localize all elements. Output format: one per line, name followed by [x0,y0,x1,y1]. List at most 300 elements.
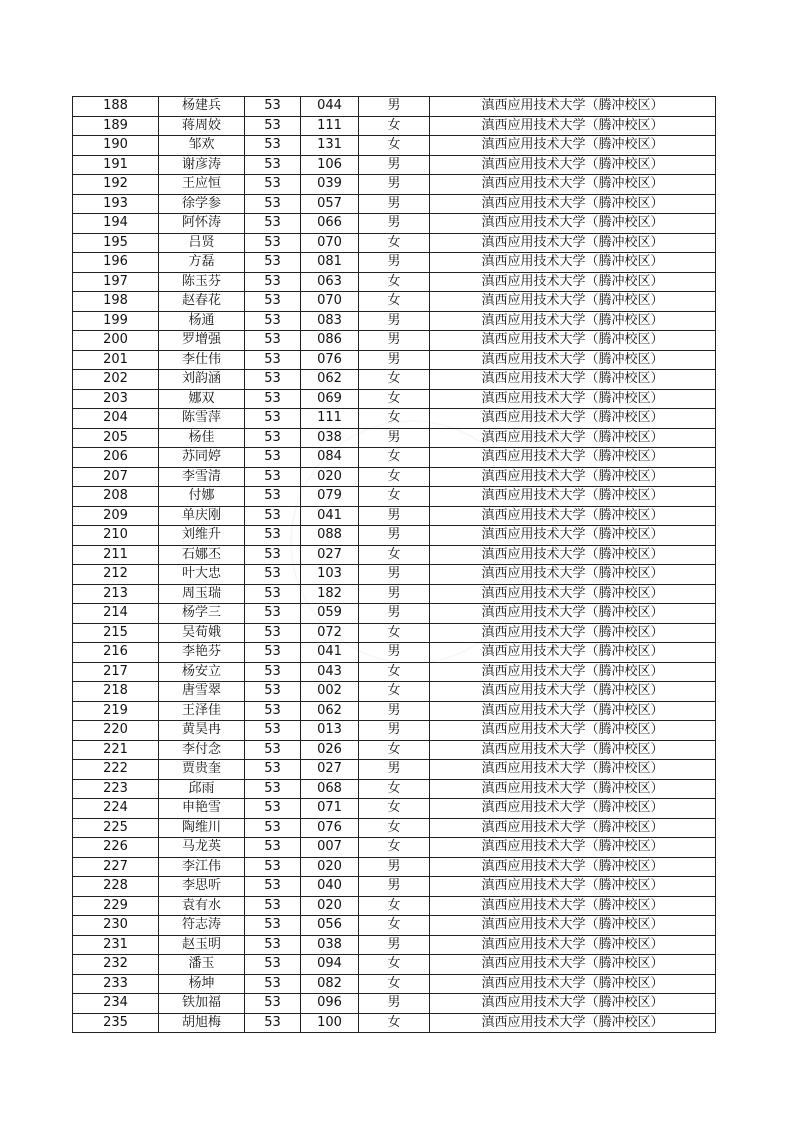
cell-number: 219 [73,701,159,721]
cell-score: 53 [245,331,301,351]
cell-score: 53 [245,974,301,994]
cell-seat: 086 [301,331,359,351]
cell-score: 53 [245,994,301,1014]
cell-gender: 男 [359,760,430,780]
cell-school: 滇西应用技术大学（腾冲校区） [430,857,716,877]
cell-number: 202 [73,370,159,390]
cell-number: 221 [73,740,159,760]
cell-score: 53 [245,389,301,409]
cell-gender: 男 [359,311,430,331]
table-row [73,721,716,741]
table-row [73,292,716,312]
table-row [73,818,716,838]
cell-seat: 013 [301,721,359,741]
cell-seat: 056 [301,916,359,936]
table-row [73,799,716,819]
cell-seat: 040 [301,877,359,897]
table-row [73,584,716,604]
cell-name: 刘韵涵 [159,370,245,390]
cell-name: 赵春花 [159,292,245,312]
cell-school: 滇西应用技术大学（腾冲校区） [430,818,716,838]
cell-seat: 027 [301,760,359,780]
cell-gender: 女 [359,272,430,292]
cell-gender: 男 [359,857,430,877]
cell-gender: 女 [359,662,430,682]
cell-name: 杨学三 [159,604,245,624]
cell-score: 53 [245,955,301,975]
cell-gender: 男 [359,877,430,897]
cell-seat: 063 [301,272,359,292]
cell-school: 滇西应用技术大学（腾冲校区） [430,662,716,682]
cell-number: 214 [73,604,159,624]
cell-number: 201 [73,350,159,370]
cell-number: 216 [73,643,159,663]
cell-number: 189 [73,116,159,136]
cell-number: 230 [73,916,159,936]
cell-seat: 041 [301,643,359,663]
table-row [73,331,716,351]
cell-school: 滇西应用技术大学（腾冲校区） [430,116,716,136]
table-row [73,233,716,253]
cell-name: 叶大忠 [159,565,245,585]
cell-gender: 男 [359,97,430,117]
cell-name: 谢彦涛 [159,155,245,175]
cell-score: 53 [245,916,301,936]
cell-number: 199 [73,311,159,331]
cell-school: 滇西应用技术大学（腾冲校区） [430,604,716,624]
cell-seat: 081 [301,253,359,273]
cell-seat: 106 [301,155,359,175]
cell-seat: 044 [301,97,359,117]
cell-name: 胡旭梅 [159,1013,245,1033]
cell-name: 赵玉明 [159,935,245,955]
cell-school: 滇西应用技术大学（腾冲校区） [430,545,716,565]
cell-school: 滇西应用技术大学（腾冲校区） [430,233,716,253]
cell-gender: 女 [359,838,430,858]
table-row [73,701,716,721]
cell-score: 53 [245,116,301,136]
cell-school: 滇西应用技术大学（腾冲校区） [430,896,716,916]
cell-seat: 076 [301,350,359,370]
cell-number: 210 [73,526,159,546]
table-row [73,272,716,292]
cell-name: 申艳雪 [159,799,245,819]
cell-gender: 女 [359,799,430,819]
cell-seat: 043 [301,662,359,682]
table-row [73,467,716,487]
cell-score: 53 [245,448,301,468]
cell-gender: 男 [359,604,430,624]
table-row [73,994,716,1014]
cell-seat: 182 [301,584,359,604]
cell-school: 滇西应用技术大学（腾冲校区） [430,994,716,1014]
cell-number: 198 [73,292,159,312]
cell-number: 218 [73,682,159,702]
cell-school: 滇西应用技术大学（腾冲校区） [430,292,716,312]
cell-school: 滇西应用技术大学（腾冲校区） [430,526,716,546]
cell-gender: 男 [359,721,430,741]
cell-score: 53 [245,506,301,526]
cell-school: 滇西应用技术大学（腾冲校区） [430,799,716,819]
cell-gender: 女 [359,487,430,507]
table-row [73,448,716,468]
cell-seat: 070 [301,292,359,312]
cell-name: 李思听 [159,877,245,897]
cell-gender: 女 [359,974,430,994]
cell-name: 杨建兵 [159,97,245,117]
cell-gender: 女 [359,955,430,975]
cell-number: 225 [73,818,159,838]
cell-score: 53 [245,584,301,604]
cell-gender: 女 [359,448,430,468]
cell-number: 203 [73,389,159,409]
cell-score: 53 [245,721,301,741]
cell-number: 211 [73,545,159,565]
cell-name: 阿怀涛 [159,214,245,234]
cell-gender: 男 [359,331,430,351]
cell-name: 铁加福 [159,994,245,1014]
table-row [73,604,716,624]
cell-number: 209 [73,506,159,526]
cell-gender: 女 [359,1013,430,1033]
cell-name: 吴荀娥 [159,623,245,643]
cell-school: 滇西应用技术大学（腾冲校区） [430,623,716,643]
cell-name: 方磊 [159,253,245,273]
cell-score: 53 [245,701,301,721]
cell-school: 滇西应用技术大学（腾冲校区） [430,467,716,487]
cell-score: 53 [245,545,301,565]
cell-number: 229 [73,896,159,916]
cell-name: 符志涛 [159,916,245,936]
cell-name: 邱雨 [159,779,245,799]
cell-school: 滇西应用技术大学（腾冲校区） [430,136,716,156]
cell-gender: 男 [359,643,430,663]
cell-school: 滇西应用技术大学（腾冲校区） [430,389,716,409]
cell-name: 苏同婷 [159,448,245,468]
cell-score: 53 [245,214,301,234]
cell-school: 滇西应用技术大学（腾冲校区） [430,838,716,858]
roster-table-body [73,97,716,1033]
table-row [73,974,716,994]
cell-seat: 111 [301,409,359,429]
cell-gender: 女 [359,682,430,702]
table-row [73,643,716,663]
table-row [73,311,716,331]
table-row [73,506,716,526]
cell-number: 228 [73,877,159,897]
cell-name: 杨通 [159,311,245,331]
table-row [73,487,716,507]
roster-table [72,96,716,1033]
cell-number: 194 [73,214,159,234]
cell-school: 滇西应用技术大学（腾冲校区） [430,409,716,429]
cell-gender: 女 [359,916,430,936]
cell-school: 滇西应用技术大学（腾冲校区） [430,877,716,897]
table-row [73,389,716,409]
cell-name: 李江伟 [159,857,245,877]
cell-score: 53 [245,604,301,624]
cell-number: 224 [73,799,159,819]
cell-seat: 083 [301,311,359,331]
cell-name: 李仕伟 [159,350,245,370]
cell-school: 滇西应用技术大学（腾冲校区） [430,194,716,214]
cell-score: 53 [245,233,301,253]
cell-name: 吕贤 [159,233,245,253]
cell-school: 滇西应用技术大学（腾冲校区） [430,487,716,507]
table-row [73,623,716,643]
table-row [73,838,716,858]
cell-school: 滇西应用技术大学（腾冲校区） [430,565,716,585]
cell-seat: 094 [301,955,359,975]
cell-gender: 男 [359,175,430,195]
table-row [73,916,716,936]
cell-seat: 100 [301,1013,359,1033]
cell-gender: 女 [359,136,430,156]
cell-seat: 069 [301,389,359,409]
cell-seat: 079 [301,487,359,507]
cell-score: 53 [245,350,301,370]
cell-seat: 062 [301,370,359,390]
cell-score: 53 [245,857,301,877]
cell-name: 蒋周姣 [159,116,245,136]
cell-gender: 女 [359,740,430,760]
table-row [73,1013,716,1033]
cell-gender: 男 [359,994,430,1014]
cell-school: 滇西应用技术大学（腾冲校区） [430,272,716,292]
table-row [73,175,716,195]
table-row [73,136,716,156]
cell-score: 53 [245,623,301,643]
table-row [73,370,716,390]
cell-number: 222 [73,760,159,780]
cell-gender: 男 [359,584,430,604]
cell-score: 53 [245,740,301,760]
cell-name: 陈雪萍 [159,409,245,429]
table-row [73,760,716,780]
cell-score: 53 [245,1013,301,1033]
cell-school: 滇西应用技术大学（腾冲校区） [430,916,716,936]
cell-name: 陶维川 [159,818,245,838]
cell-number: 196 [73,253,159,273]
cell-score: 53 [245,97,301,117]
cell-name: 袁有水 [159,896,245,916]
cell-number: 200 [73,331,159,351]
cell-number: 191 [73,155,159,175]
table-row [73,877,716,897]
cell-seat: 111 [301,116,359,136]
cell-seat: 071 [301,799,359,819]
cell-name: 黄昊冉 [159,721,245,741]
cell-seat: 038 [301,428,359,448]
cell-score: 53 [245,253,301,273]
table-row [73,682,716,702]
cell-school: 滇西应用技术大学（腾冲校区） [430,253,716,273]
table-row [73,545,716,565]
cell-gender: 女 [359,409,430,429]
cell-seat: 076 [301,818,359,838]
cell-seat: 026 [301,740,359,760]
cell-name: 刘维升 [159,526,245,546]
cell-score: 53 [245,760,301,780]
cell-number: 233 [73,974,159,994]
cell-number: 227 [73,857,159,877]
cell-name: 唐雪翠 [159,682,245,702]
cell-school: 滇西应用技术大学（腾冲校区） [430,1013,716,1033]
cell-number: 223 [73,779,159,799]
cell-score: 53 [245,682,301,702]
table-row [73,740,716,760]
cell-number: 190 [73,136,159,156]
cell-gender: 男 [359,935,430,955]
cell-gender: 男 [359,214,430,234]
cell-name: 陈玉芬 [159,272,245,292]
table-row [73,565,716,585]
cell-gender: 女 [359,896,430,916]
cell-seat: 059 [301,604,359,624]
cell-seat: 020 [301,896,359,916]
cell-gender: 男 [359,428,430,448]
cell-school: 滇西应用技术大学（腾冲校区） [430,974,716,994]
cell-score: 53 [245,877,301,897]
cell-number: 204 [73,409,159,429]
cell-name: 贾贵奎 [159,760,245,780]
cell-gender: 男 [359,526,430,546]
table-row [73,116,716,136]
cell-score: 53 [245,272,301,292]
cell-school: 滇西应用技术大学（腾冲校区） [430,214,716,234]
cell-name: 娜双 [159,389,245,409]
cell-school: 滇西应用技术大学（腾冲校区） [430,760,716,780]
table-row [73,428,716,448]
cell-school: 滇西应用技术大学（腾冲校区） [430,935,716,955]
table-row [73,214,716,234]
table-row [73,935,716,955]
cell-score: 53 [245,194,301,214]
cell-score: 53 [245,779,301,799]
cell-name: 付娜 [159,487,245,507]
cell-school: 滇西应用技术大学（腾冲校区） [430,350,716,370]
cell-gender: 男 [359,253,430,273]
cell-name: 潘玉 [159,955,245,975]
cell-number: 195 [73,233,159,253]
cell-number: 206 [73,448,159,468]
cell-score: 53 [245,467,301,487]
table-row [73,253,716,273]
cell-name: 周玉瑞 [159,584,245,604]
cell-gender: 女 [359,467,430,487]
cell-score: 53 [245,643,301,663]
cell-school: 滇西应用技术大学（腾冲校区） [430,643,716,663]
cell-number: 207 [73,467,159,487]
cell-gender: 男 [359,350,430,370]
cell-seat: 041 [301,506,359,526]
cell-score: 53 [245,136,301,156]
cell-score: 53 [245,409,301,429]
cell-seat: 007 [301,838,359,858]
cell-school: 滇西应用技术大学（腾冲校区） [430,331,716,351]
cell-name: 杨安立 [159,662,245,682]
cell-name: 王泽佳 [159,701,245,721]
cell-gender: 女 [359,623,430,643]
cell-name: 徐学参 [159,194,245,214]
cell-seat: 068 [301,779,359,799]
cell-score: 53 [245,370,301,390]
cell-number: 188 [73,97,159,117]
cell-number: 220 [73,721,159,741]
cell-seat: 020 [301,857,359,877]
cell-name: 杨佳 [159,428,245,448]
cell-seat: 103 [301,565,359,585]
cell-seat: 002 [301,682,359,702]
cell-school: 滇西应用技术大学（腾冲校区） [430,955,716,975]
table-row [73,896,716,916]
cell-score: 53 [245,311,301,331]
cell-number: 197 [73,272,159,292]
cell-number: 215 [73,623,159,643]
cell-gender: 女 [359,116,430,136]
cell-school: 滇西应用技术大学（腾冲校区） [430,448,716,468]
cell-number: 208 [73,487,159,507]
table-row [73,409,716,429]
cell-score: 53 [245,818,301,838]
cell-number: 234 [73,994,159,1014]
cell-school: 滇西应用技术大学（腾冲校区） [430,740,716,760]
cell-gender: 男 [359,194,430,214]
cell-school: 滇西应用技术大学（腾冲校区） [430,584,716,604]
cell-name: 李雪清 [159,467,245,487]
table-row [73,955,716,975]
cell-score: 53 [245,155,301,175]
cell-school: 滇西应用技术大学（腾冲校区） [430,682,716,702]
cell-seat: 084 [301,448,359,468]
cell-seat: 096 [301,994,359,1014]
cell-name: 邹欢 [159,136,245,156]
cell-gender: 男 [359,565,430,585]
cell-score: 53 [245,838,301,858]
table-row [73,779,716,799]
cell-gender: 女 [359,545,430,565]
cell-score: 53 [245,935,301,955]
cell-school: 滇西应用技术大学（腾冲校区） [430,779,716,799]
cell-number: 232 [73,955,159,975]
table-row [73,97,716,117]
cell-score: 53 [245,428,301,448]
cell-school: 滇西应用技术大学（腾冲校区） [430,370,716,390]
cell-score: 53 [245,799,301,819]
cell-number: 205 [73,428,159,448]
cell-seat: 038 [301,935,359,955]
cell-gender: 男 [359,155,430,175]
cell-school: 滇西应用技术大学（腾冲校区） [430,175,716,195]
cell-gender: 男 [359,701,430,721]
cell-seat: 066 [301,214,359,234]
cell-gender: 男 [359,506,430,526]
cell-school: 滇西应用技术大学（腾冲校区） [430,97,716,117]
cell-number: 212 [73,565,159,585]
cell-number: 226 [73,838,159,858]
cell-number: 213 [73,584,159,604]
cell-number: 231 [73,935,159,955]
cell-score: 53 [245,896,301,916]
cell-number: 217 [73,662,159,682]
cell-name: 石娜丕 [159,545,245,565]
cell-gender: 女 [359,779,430,799]
table-row [73,662,716,682]
cell-seat: 057 [301,194,359,214]
cell-name: 王应恒 [159,175,245,195]
table-row [73,194,716,214]
cell-score: 53 [245,526,301,546]
